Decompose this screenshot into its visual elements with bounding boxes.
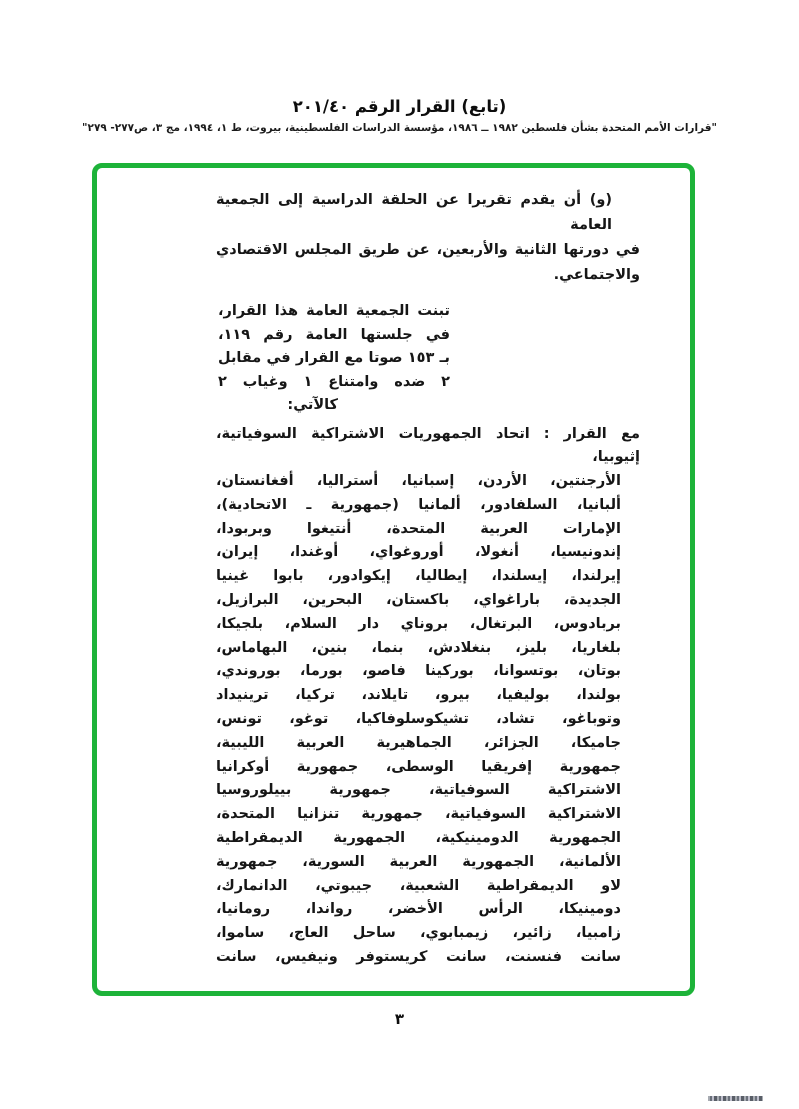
country-list-line: بربادوس، البرتغال، بروناي دار السلام، بلجيكا، — [216, 615, 621, 632]
country-list-line: زامبيا، زائير، زيمبابوي، ساحل العاج، ساموا، — [216, 925, 621, 942]
vote-label-colon: : — [543, 425, 550, 442]
source-citation: "قرارات الأمم المتحدة بشأن فلسطين ١٩٨٢ ــ ١٩٨٦، مؤسسة الدراسات الفلسطينية، بيروت، ط ١، ١٩٩٤، مج ٣، ص٢٧٧- ٢٧٩" — [82, 122, 717, 134]
paragraph-line: (و) أن يقدم تقريرا عن الحلقة الدراسية إلى الجمعية العامة — [216, 192, 612, 233]
adoption-line: ٢ ضده وامتناع ١ وغياب ٢ — [218, 373, 450, 390]
paragraph-line: في دورتها الثانية والأربعين، عن طريق المجلس الاقتصادي — [216, 242, 640, 258]
country-list-line: الاشتراكية السوفياتية، جمهورية بييلوروسيا — [216, 782, 621, 799]
country-list-line: وتوباغو، تشاد، تشيكوسلوفاكيا، توغو، تونس، — [216, 711, 621, 728]
country-list-line: بولندا، بوليفيا، بيرو، تايلاند، تركيا، ترينيداد — [216, 687, 621, 704]
adoption-paragraph — [218, 300, 450, 418]
document-header — [0, 96, 799, 135]
country-list-line: الألمانية، الجمهورية العربية السورية، جمهورية — [216, 853, 621, 870]
adoption-line: كالآتي: — [287, 397, 338, 413]
adoption-line: بـ ١٥٣ صوتا مع القرار في مقابل — [218, 350, 451, 366]
country-list-line: جمهورية إفريقيا الوسطى، جمهورية أوكرانيا — [216, 758, 621, 775]
vote-country-list — [216, 423, 640, 970]
country-list-text: اتحاد الجمهوريات الاشتراكية السوفياتية، إثيوبيا، — [216, 425, 640, 466]
country-list-line: الاشتراكية السوفياتية، جمهورية تنزانيا المتحدة، — [216, 806, 621, 823]
country-list-line: إيرلندا، إيسلندا، إيطاليا، إيكوادور، بابوا غينيا — [216, 568, 621, 585]
adoption-line: في جلستها العامة رقم ١١٩، — [218, 326, 450, 343]
country-list-line: لاو الديمقراطية الشعبية، جيبوتي، الدانمارك، — [216, 877, 621, 894]
adoption-line: تبنت الجمعية العامة هذا القرار، — [218, 303, 450, 319]
country-list-line: الجمهورية الدومينيكية، الجمهورية الديمقراطية — [216, 830, 621, 847]
paragraph-line: والاجتماعي. — [553, 267, 640, 283]
country-list-line: إندونيسيا، أنغولا، أوروغواي، أوغندا، إيران، — [216, 544, 621, 561]
country-list-line — [216, 423, 640, 471]
report-paragraph — [216, 188, 640, 288]
country-list-line: بوتان، بوتسوانا، بوركينا فاصو، بورما، بوروندي، — [216, 663, 621, 680]
country-list-line: الجديدة، باراغواي، باكستان، البحرين، البرازيل، — [216, 592, 621, 609]
country-list-line: الإمارات العربية المتحدة، أنتيغوا وبربودا، — [216, 520, 621, 537]
vote-label: مع القرار — [563, 425, 640, 442]
document-body — [216, 188, 640, 970]
country-list-line: الأرجنتين، الأردن، إسبانيا، أستراليا، أفغانستان، — [216, 473, 621, 490]
country-list-line: بلغاريا، بليز، بنغلادش، بنما، بنين، البهاماس، — [216, 639, 621, 656]
country-list-line: سانت فنسنت، سانت كريستوفر ونيفيس، سانت — [216, 949, 621, 966]
page-number: ٣ — [394, 1010, 405, 1028]
watermark-strip — [708, 1096, 763, 1101]
country-list-line: جاميكا، الجزائر، الجماهيرية العربية الليبية، — [216, 734, 621, 751]
country-list-line: ألبانيا، السلفادور، ألمانيا (جمهورية ـ الاتحادية)، — [216, 496, 621, 513]
country-list-line: دومينيكا، الرأس الأخضر، رواندا، رومانيا، — [216, 901, 621, 918]
resolution-title: (تابع) القرار الرقم ٢٠١/٤٠ — [292, 97, 507, 116]
